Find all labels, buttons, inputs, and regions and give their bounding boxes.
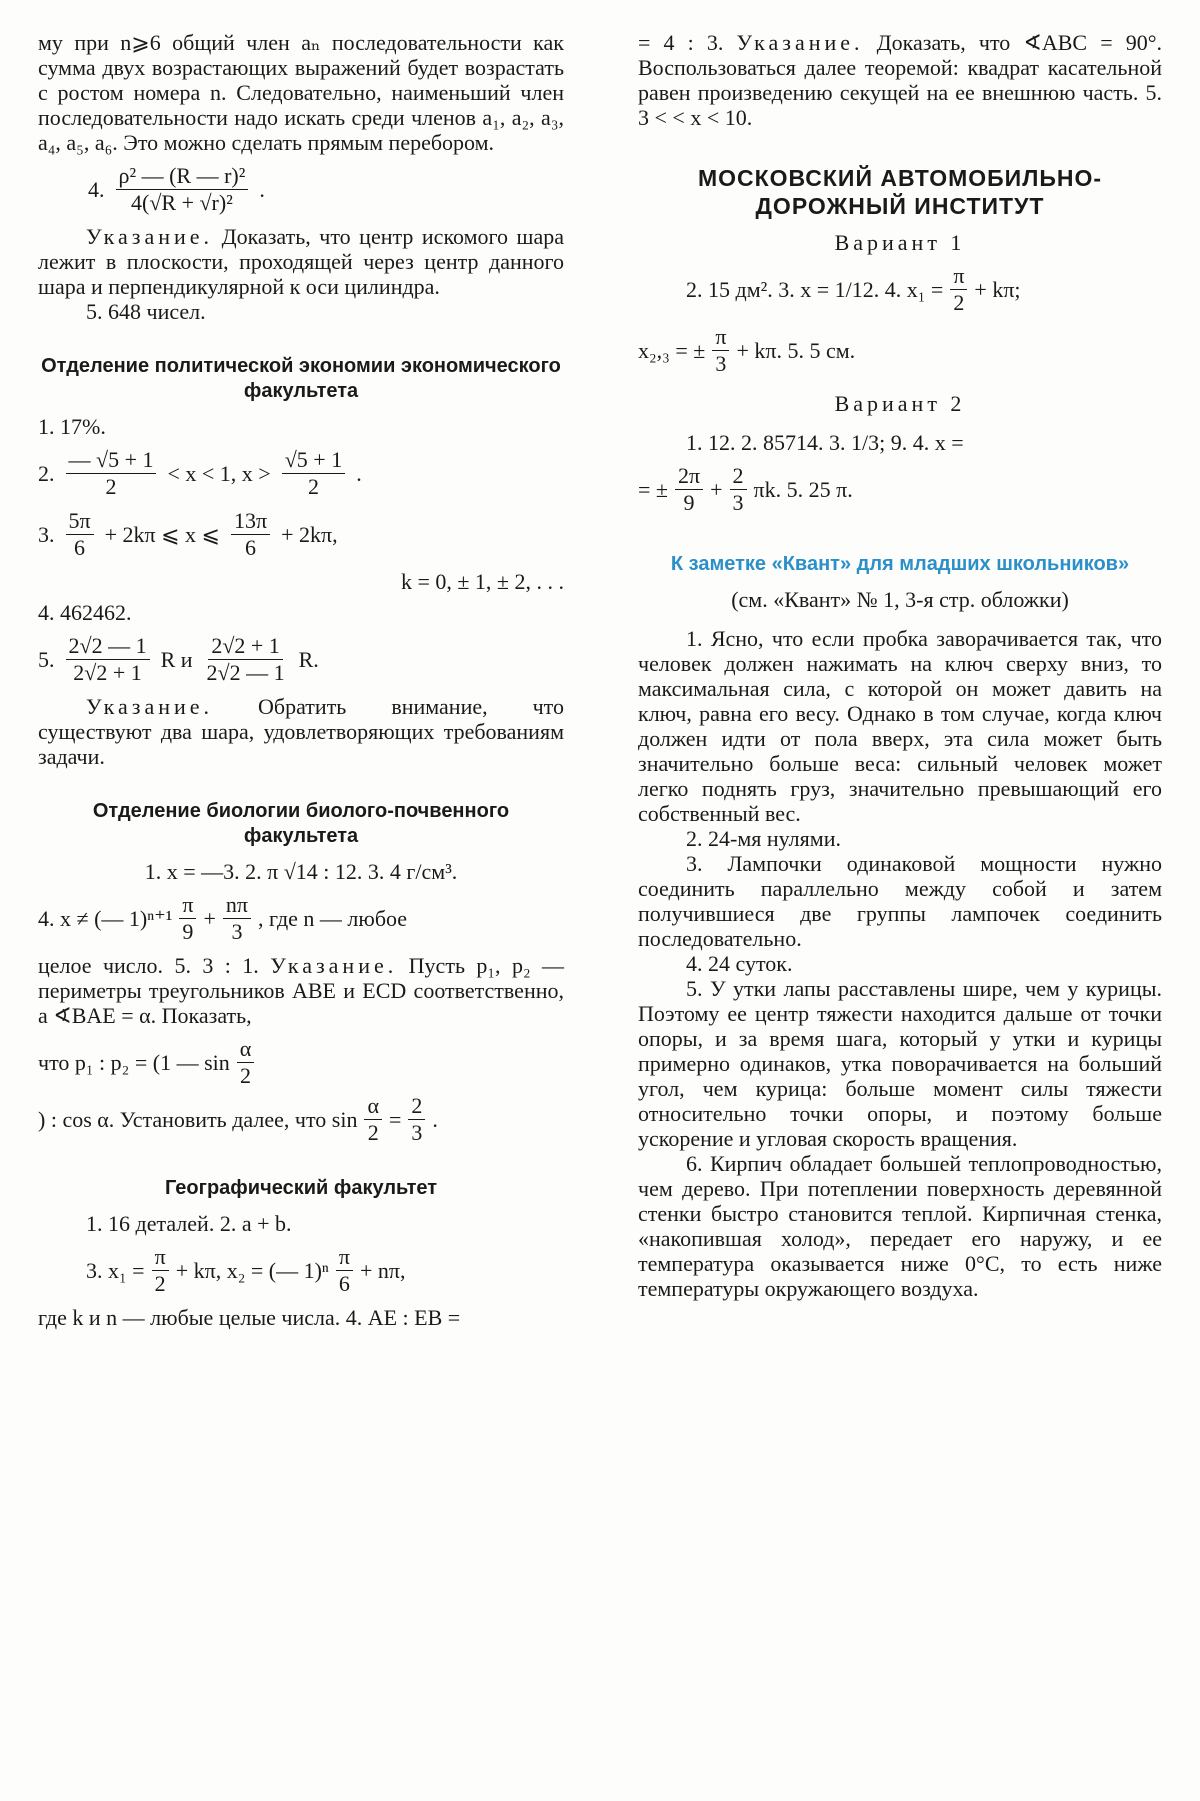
answer-paragraph: 4. 24 суток. <box>686 951 793 976</box>
formula-v2-line2: = ± $\frac{2\pi}{9}$ + $\frac{2}{3}$ πk. 5. 25 π. <box>638 463 853 515</box>
variant-heading: Вариант 1 <box>834 230 966 255</box>
left-column <box>38 30 564 1330</box>
variant-heading: Вариант 2 <box>834 391 966 416</box>
section-heading-kvant: К заметке «Квант» для младших школьников» <box>670 553 1130 575</box>
section-heading-madi: МОСКОВСКИЙ АВТОМОБИЛЬНО-ДОРОЖНЫЙ ИНСТИТУТ <box>697 165 1103 219</box>
answer-4: 4. 462462. <box>38 600 132 625</box>
formula-4: 4. $\frac{\text{ρ² — (R — r)²}}{\text{4(√R + √r)²}}$ . <box>88 163 265 215</box>
answer-paragraph: 5. У утки лапы расставлены шире, чем у курицы. Поэтому ее центр тяжести находится дальше от точки опоры, и за время шага, который у утки и курицы примерно одинаков, утка поворачивается на больший угол, чем курица: больше момент силы тяжести относительно точки опоры, и поэтому больше ускорение и угловая скорость вращения. <box>638 976 1162 1151</box>
paragraph: му при n⩾6 общий член aₙ последовательности как сумма двух возрастающих выражений будет возрастать с ростом номера n. Следовательно, наименьший член последовательности надо искать среди членов a₁, a₂, a₃, a₄, a₅, a₆. Это можно сделать прямым перебором. <box>38 30 564 155</box>
formula-5: 5. $\frac{2√2 — 1}{2√2 + 1}$ R и $\frac{2√2 + 1}{2√2 — 1}$ R. <box>38 633 319 685</box>
hint: Указание. Доказать, что центр искомого шара лежит в плоскости, проходящей через центр данного шара и перпендикулярной к оси цилиндра. <box>38 224 564 299</box>
answer-1: 1. 17%. <box>38 414 106 439</box>
answer-paragraph: 1. Ясно, что если пробка заворачивается так, что человек должен нажимать на ключ сверху вниз, то максимальная сила, с которой он может давить на ключ, равна его весу. Однако в том случае, когда ключ должен идти от пола вверх, эта сила может быть значительно больше веса: сильный человек может легко поднять груз, значительно превышающий его собственный вес. <box>638 626 1162 826</box>
hint: Указание. Обратить внимание, что существуют два шара, удовлетворяющих требованиям задачи. <box>38 694 565 769</box>
section-heading-biology: Отделение биологии биолого-почвенного факультета <box>92 800 510 847</box>
k-values: k = 0, ± 1, ± 2, . . . <box>400 569 564 594</box>
section-heading-economics: Отделение политической экономии экономического факультета <box>41 355 561 402</box>
answers-variant-2: 1. 12. 2. 85714. 3. 1/3; 9. 4. x = <box>686 430 964 455</box>
answers-geography: 1. 16 деталей. 2. a + b. <box>86 1211 292 1236</box>
paragraph: целое число. 5. 3 : 1. Указание. Пусть p₁, p₂ — периметры треугольников ABE и ECD соответственно, а ∢BAE = α. Показать, <box>38 953 565 1028</box>
paragraph: где k и n — любые целые числа. 4. AE : EB = <box>38 1305 461 1330</box>
formula-v1-line2: x₂,₃ = ± $\frac{\pi}{3}$ + kπ. 5. 5 см. <box>638 324 856 376</box>
formula-2: 2. $\frac{— √5 + 1}{2}$ < x < 1, x > $\frac{√5 + 1}{2}$ . <box>38 447 362 499</box>
formula-perimeters: что p₁ : p₂ = (1 — sin $\frac{\alpha}{2}$ ) : cos α. Установить далее, что sin $\frac{\alpha}{2}$ = $\frac{2}{3}$ . <box>38 1036 438 1145</box>
formula-v1-line1: 2. 15 дм². 3. x = 1/12. 4. x₁ = $\frac{\pi}{2}$ + kπ; <box>686 263 1021 315</box>
answer-paragraph: 3. Лампочки одинаковой мощности нужно соединить параллельно между собой и затем получившиеся две группы лампочек соединить последовательно. <box>638 851 1162 951</box>
answer-paragraph: 6. Кирпич обладает большей теплопроводностью, чем дерево. При потеплении поверхность деревянной стенки быстро становится теплой. Кирпичная стенка, «накопившая холод», передает его наружу, и ее температура оказывается ниже 0°С, то есть ниже температуры окружающего воздуха. <box>638 1151 1162 1301</box>
formula-geo-3: 3. x₁ = $\frac{\pi}{2}$ + kπ, x₂ = (— 1)ⁿ $\frac{\pi}{6}$ + nπ, <box>86 1244 406 1296</box>
answer-paragraph: 2. 24-мя нулями. <box>686 826 841 851</box>
answers-biology: 1. x = —3. 2. π √14 : 12. 3. 4 г/см³. <box>144 859 458 884</box>
kvant-reference: (см. «Квант» № 1, 3-я стр. обложки) <box>731 587 1069 612</box>
right-column <box>638 30 1162 1301</box>
formula-bio-4: 4. x ≠ (— 1)ⁿ⁺¹ $\frac{\pi}{9}$ + $\frac{n\pi}{3}$ , где n — любое <box>38 892 408 944</box>
answer-5: 5. 648 чисел. <box>86 299 206 324</box>
section-heading-geography: Географический факультет <box>164 1177 438 1199</box>
paragraph: = 4 : 3. Указание. Доказать, что ∢ABC = 90°. Воспользоваться далее теоремой: квадрат касательной равен произведению секущей на ее внешнюю часть. 5. 3 < < x < 10. <box>638 30 1163 130</box>
fraction: $\frac{\text{ρ² — (R — r)²}}{\text{4(√R + √r)²}}$ <box>116 163 249 216</box>
formula-3: 3. $\frac{5\pi}{6}$ + 2kπ ⩽ x ⩽ $\frac{13\pi}{6}$ + 2kπ, <box>38 508 338 560</box>
